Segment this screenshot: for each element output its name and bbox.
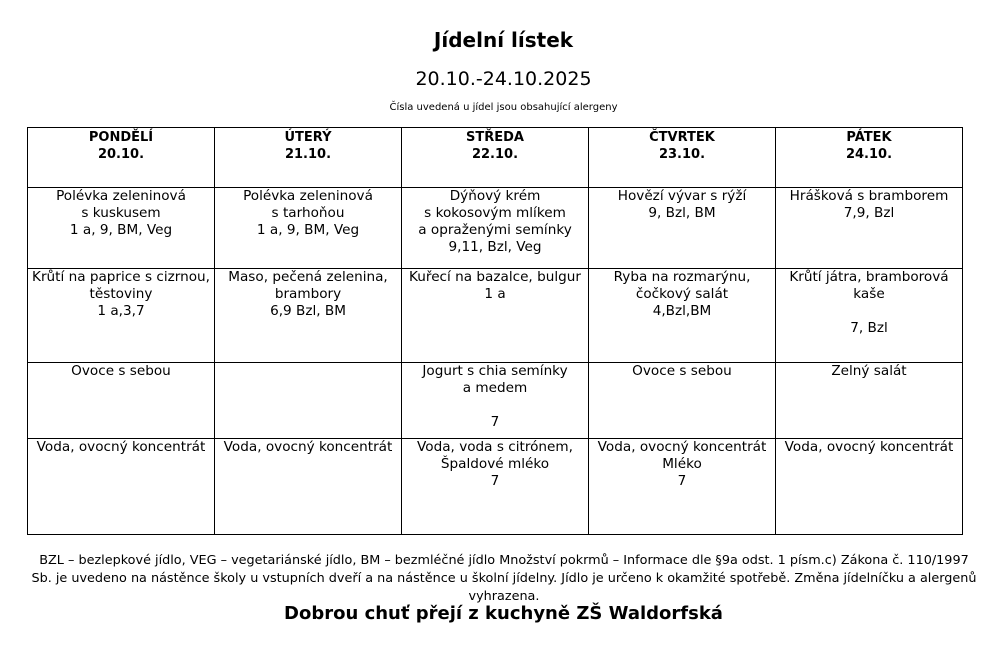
- week-date-range: 20.10.-24.10.2025: [415, 68, 592, 90]
- allergen-note: Čísla uvedená u jídel jsou obsahující alergeny: [389, 102, 618, 113]
- menu-cell: [776, 188, 963, 269]
- menu-line: Polévka zeleninová: [243, 188, 373, 204]
- menu-line: 9,11, Bzl, Veg: [448, 239, 542, 255]
- menu-cell: [589, 269, 776, 363]
- menu-cell: [402, 439, 589, 535]
- menu-line: 6,9 Bzl, BM: [270, 303, 346, 319]
- menu-line: 7: [490, 414, 500, 430]
- day-name: STŘEDA: [466, 130, 524, 145]
- menu-cell: [589, 439, 776, 535]
- menu-line: Jogurt s chia semínky: [422, 363, 568, 379]
- day-date: 21.10.: [284, 147, 332, 162]
- menu-cell-empty: [215, 363, 402, 439]
- menu-cell: [215, 269, 402, 363]
- weekly-menu-table: [27, 127, 963, 535]
- day-name: ÚTERÝ: [284, 130, 332, 145]
- menu-line: kaše: [853, 286, 885, 302]
- drink-row: [28, 439, 963, 535]
- menu-line: 7: [677, 473, 687, 489]
- menu-line: 4,Bzl,BM: [652, 303, 712, 319]
- menu-line: 7,9, Bzl: [843, 205, 895, 221]
- menu-line: a medem: [462, 380, 528, 396]
- day-header-thursday: [589, 128, 776, 188]
- menu-cell: [776, 439, 963, 535]
- day-date: 23.10.: [658, 147, 706, 162]
- main-course-row: [28, 269, 963, 363]
- day-date: 24.10.: [845, 147, 893, 162]
- menu-cell: [776, 269, 963, 363]
- menu-line: Špaldové mléko: [440, 456, 550, 472]
- closing-greeting: Dobrou chuť přejí z kuchyně ZŠ Waldorfská: [284, 603, 723, 624]
- spacer: [404, 397, 586, 414]
- menu-line: Maso, pečená zelenina,: [228, 269, 388, 285]
- dessert-row: [28, 363, 963, 439]
- day-name: PONDĚLÍ: [88, 130, 154, 145]
- day-name: PÁTEK: [846, 130, 892, 145]
- menu-line: Hovězí vývar s rýží: [617, 188, 747, 204]
- menu-line: s tarhoňou: [271, 205, 345, 221]
- menu-line: Voda, ovocný koncentrát: [36, 439, 206, 455]
- menu-line: Polévka zeleninová: [56, 188, 186, 204]
- menu-line: Voda, ovocný koncentrát: [597, 439, 767, 455]
- menu-line: Ryba na rozmarýnu,: [613, 269, 751, 285]
- day-date: 22.10.: [471, 147, 519, 162]
- menu-cell: [776, 363, 963, 439]
- day-header-tuesday: [215, 128, 402, 188]
- menu-line: Voda, ovocný koncentrát: [784, 439, 954, 455]
- menu-cell: [402, 188, 589, 269]
- menu-line: Kuřecí na bazalce, bulgur: [409, 269, 581, 285]
- menu-cell: [589, 188, 776, 269]
- menu-line: Ovoce s sebou: [71, 363, 171, 379]
- menu-line: 7: [490, 473, 500, 489]
- menu-line: Ovoce s sebou: [632, 363, 732, 379]
- menu-line: brambory: [274, 286, 342, 302]
- menu-line: Hrášková s bramborem: [789, 188, 949, 204]
- menu-line: 1 a: [484, 286, 506, 302]
- menu-title: Jídelní lístek: [433, 28, 574, 52]
- menu-line: Dýňový krém: [449, 188, 541, 204]
- menu-line: Zelný salát: [831, 363, 907, 379]
- day-header-monday: [28, 128, 215, 188]
- menu-cell: [28, 269, 215, 363]
- menu-line: 1 a, 9, BM, Veg: [69, 222, 173, 238]
- footer-note: BZL – bezlepkové jídlo, VEG – vegetariánské jídlo, BM – bezmléčné jídlo Množství pokrmů – Informace dle §9a odst. 1 písm.c) Zákona č. 110/1997 Sb. je uvedeno na nástěnce školy u vstupních dveří a na nástěnce u školní jídelny. Jídlo je určeno k okamžité spotřebě. Změna jídelníčku a alergenů vyhrazena.: [31, 553, 977, 604]
- menu-cell: [589, 363, 776, 439]
- menu-cell: [215, 188, 402, 269]
- day-name: ČTVRTEK: [649, 130, 715, 145]
- menu-line: Krůtí játra, bramborová: [789, 269, 949, 285]
- menu-line: Krůtí na paprice s cizrnou,: [32, 269, 210, 285]
- day-header-wednesday: [402, 128, 589, 188]
- menu-line: 7, Bzl: [850, 320, 888, 336]
- menu-cell: [28, 439, 215, 535]
- menu-line: těstoviny: [89, 286, 153, 302]
- menu-line: 9, Bzl, BM: [648, 205, 716, 221]
- table-header-row: [28, 128, 963, 188]
- menu-line: Mléko: [662, 456, 702, 472]
- day-date: 20.10.: [97, 147, 145, 162]
- menu-cell: [402, 363, 589, 439]
- menu-line: 1 a, 9, BM, Veg: [256, 222, 360, 238]
- menu-line: Voda, voda s citrónem,: [417, 439, 573, 455]
- menu-line: Voda, ovocný koncentrát: [223, 439, 393, 455]
- menu-cell: [215, 439, 402, 535]
- menu-cell: [28, 188, 215, 269]
- menu-cell: [28, 363, 215, 439]
- spacer: [778, 303, 960, 320]
- day-header-friday: [776, 128, 963, 188]
- soup-row: [28, 188, 963, 269]
- menu-line: čočkový salát: [635, 286, 729, 302]
- menu-line: a opraženými semínky: [418, 222, 572, 238]
- menu-line: s kuskusem: [81, 205, 161, 221]
- menu-line: 1 a,3,7: [97, 303, 145, 319]
- menu-cell: [402, 269, 589, 363]
- menu-line: s kokosovým mlíkem: [424, 205, 566, 221]
